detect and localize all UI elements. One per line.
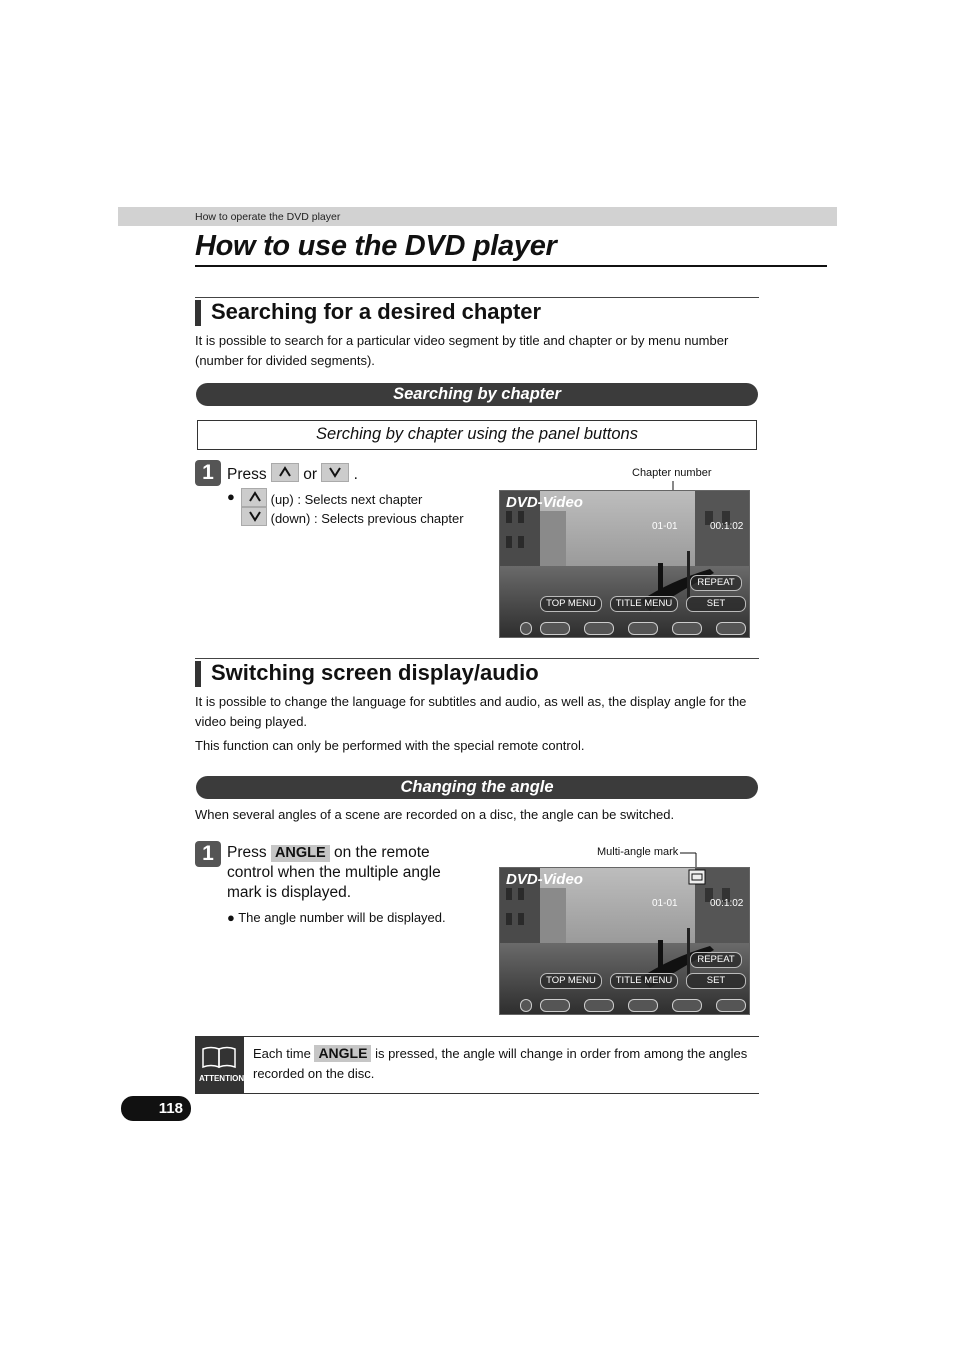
chapter-readout: 01-01 [652, 898, 678, 909]
dvd-screen-image [499, 867, 750, 1015]
eject-control[interactable] [520, 622, 532, 635]
attention-icon [195, 1037, 244, 1093]
top-menu-button[interactable]: TOP MENU [540, 973, 602, 989]
set-button[interactable]: SET [686, 973, 746, 989]
attention-text [253, 1044, 753, 1083]
section-title: Searching for a desired chapter [211, 299, 542, 324]
breadcrumb: How to operate the DVD player [195, 211, 341, 223]
pause-control[interactable] [540, 622, 570, 635]
repeat-button[interactable]: REPEAT [690, 575, 742, 591]
press-label: Press [227, 466, 267, 483]
angle-key: ANGLE [271, 845, 330, 862]
attention-label: ATTENTION [199, 1074, 245, 1083]
up-key [271, 463, 299, 482]
or-label: or [303, 466, 318, 483]
title-menu-button[interactable]: TITLE MENU [610, 973, 678, 989]
stop-control[interactable] [584, 622, 614, 635]
section-heading-search [195, 297, 759, 328]
step-number-badge: 1 [195, 460, 221, 486]
fast-forward-control[interactable] [716, 622, 746, 635]
book-icon [195, 1037, 244, 1073]
down-description [241, 507, 464, 528]
down-key-small [241, 507, 267, 526]
chapter-number-callout: Chapter number [632, 467, 712, 479]
attention-suffix: is pressed, the angle will change in order from among the angles recorded on the disc. [253, 1046, 748, 1081]
title-rule [195, 265, 827, 267]
chevron-up-icon [278, 466, 292, 478]
period-label: . [353, 466, 358, 483]
rewind-control[interactable] [628, 622, 658, 635]
attention-prefix: Each time [253, 1046, 311, 1061]
bullet-text: The angle number will be displayed. [238, 910, 446, 925]
press-label: Press [227, 844, 267, 861]
time-readout: 00:1:02 [710, 898, 744, 909]
bullet-dot: ● [227, 489, 235, 504]
up-desc-text: (up) : Selects next chapter [270, 492, 423, 507]
boxed-subtitle: Serching by chapter using the panel buttons [197, 420, 757, 450]
chevron-up-icon [248, 491, 262, 503]
up-description [241, 488, 422, 509]
repeat-button[interactable]: REPEAT [690, 952, 742, 968]
dvd-screen-image [499, 490, 750, 638]
time-readout: 00:1:02 [710, 521, 744, 532]
pause-control[interactable] [540, 999, 570, 1012]
play-control[interactable] [672, 999, 702, 1012]
attention-box [195, 1036, 759, 1094]
title-menu-button[interactable]: TITLE MENU [610, 596, 678, 612]
angle-bullet [227, 908, 446, 927]
video-frame-art [500, 868, 749, 1014]
top-menu-button[interactable]: TOP MENU [540, 596, 602, 612]
section-intro: It is possible to change the language for subtitles and audio, as well as, the display angle for the video being played. [195, 694, 747, 729]
angle-key: ANGLE [314, 1045, 371, 1062]
down-desc-text: (down) : Selects previous chapter [270, 511, 464, 526]
chapter-readout: 01-01 [652, 521, 678, 532]
step-text: on the remote control when the multiple angle mark is displayed. [227, 844, 441, 901]
page-title: How to use the DVD player [195, 230, 557, 262]
video-frame-art [500, 491, 749, 637]
multi-angle-callout: Multi-angle mark [597, 846, 679, 858]
dvd-video-logo: DVD-Video [506, 494, 583, 511]
fast-forward-control[interactable] [716, 999, 746, 1012]
section-note: This function can only be performed with the special remote control. [195, 738, 585, 753]
chevron-down-icon [328, 466, 342, 478]
page-number: 118 [121, 1096, 191, 1121]
section-intro: It is possible to search for a particular video segment by title and chapter or by menu number (number for divided segments). [195, 333, 729, 368]
subsection-pill-chapter: Searching by chapter [196, 383, 758, 406]
up-key-small [241, 488, 267, 507]
rewind-control[interactable] [628, 999, 658, 1012]
angle-intro: When several angles of a scene are recorded on a disc, the angle can be switched. [195, 807, 675, 822]
down-key [321, 463, 349, 482]
step-number-badge: 1 [195, 841, 221, 867]
section-marker [195, 661, 201, 687]
section-marker [195, 300, 201, 326]
chevron-down-icon [248, 510, 262, 522]
bullet-dot: ● [227, 910, 239, 925]
eject-control[interactable] [520, 999, 532, 1012]
stop-control[interactable] [584, 999, 614, 1012]
subsection-pill-angle: Changing the angle [196, 776, 758, 799]
step-instruction [227, 463, 358, 485]
section-title: Switching screen display/audio [211, 660, 539, 685]
step-instruction [227, 843, 467, 903]
section-heading-switching [195, 658, 759, 689]
set-button[interactable]: SET [686, 596, 746, 612]
dvd-video-logo: DVD-Video [506, 871, 583, 888]
play-control[interactable] [672, 622, 702, 635]
